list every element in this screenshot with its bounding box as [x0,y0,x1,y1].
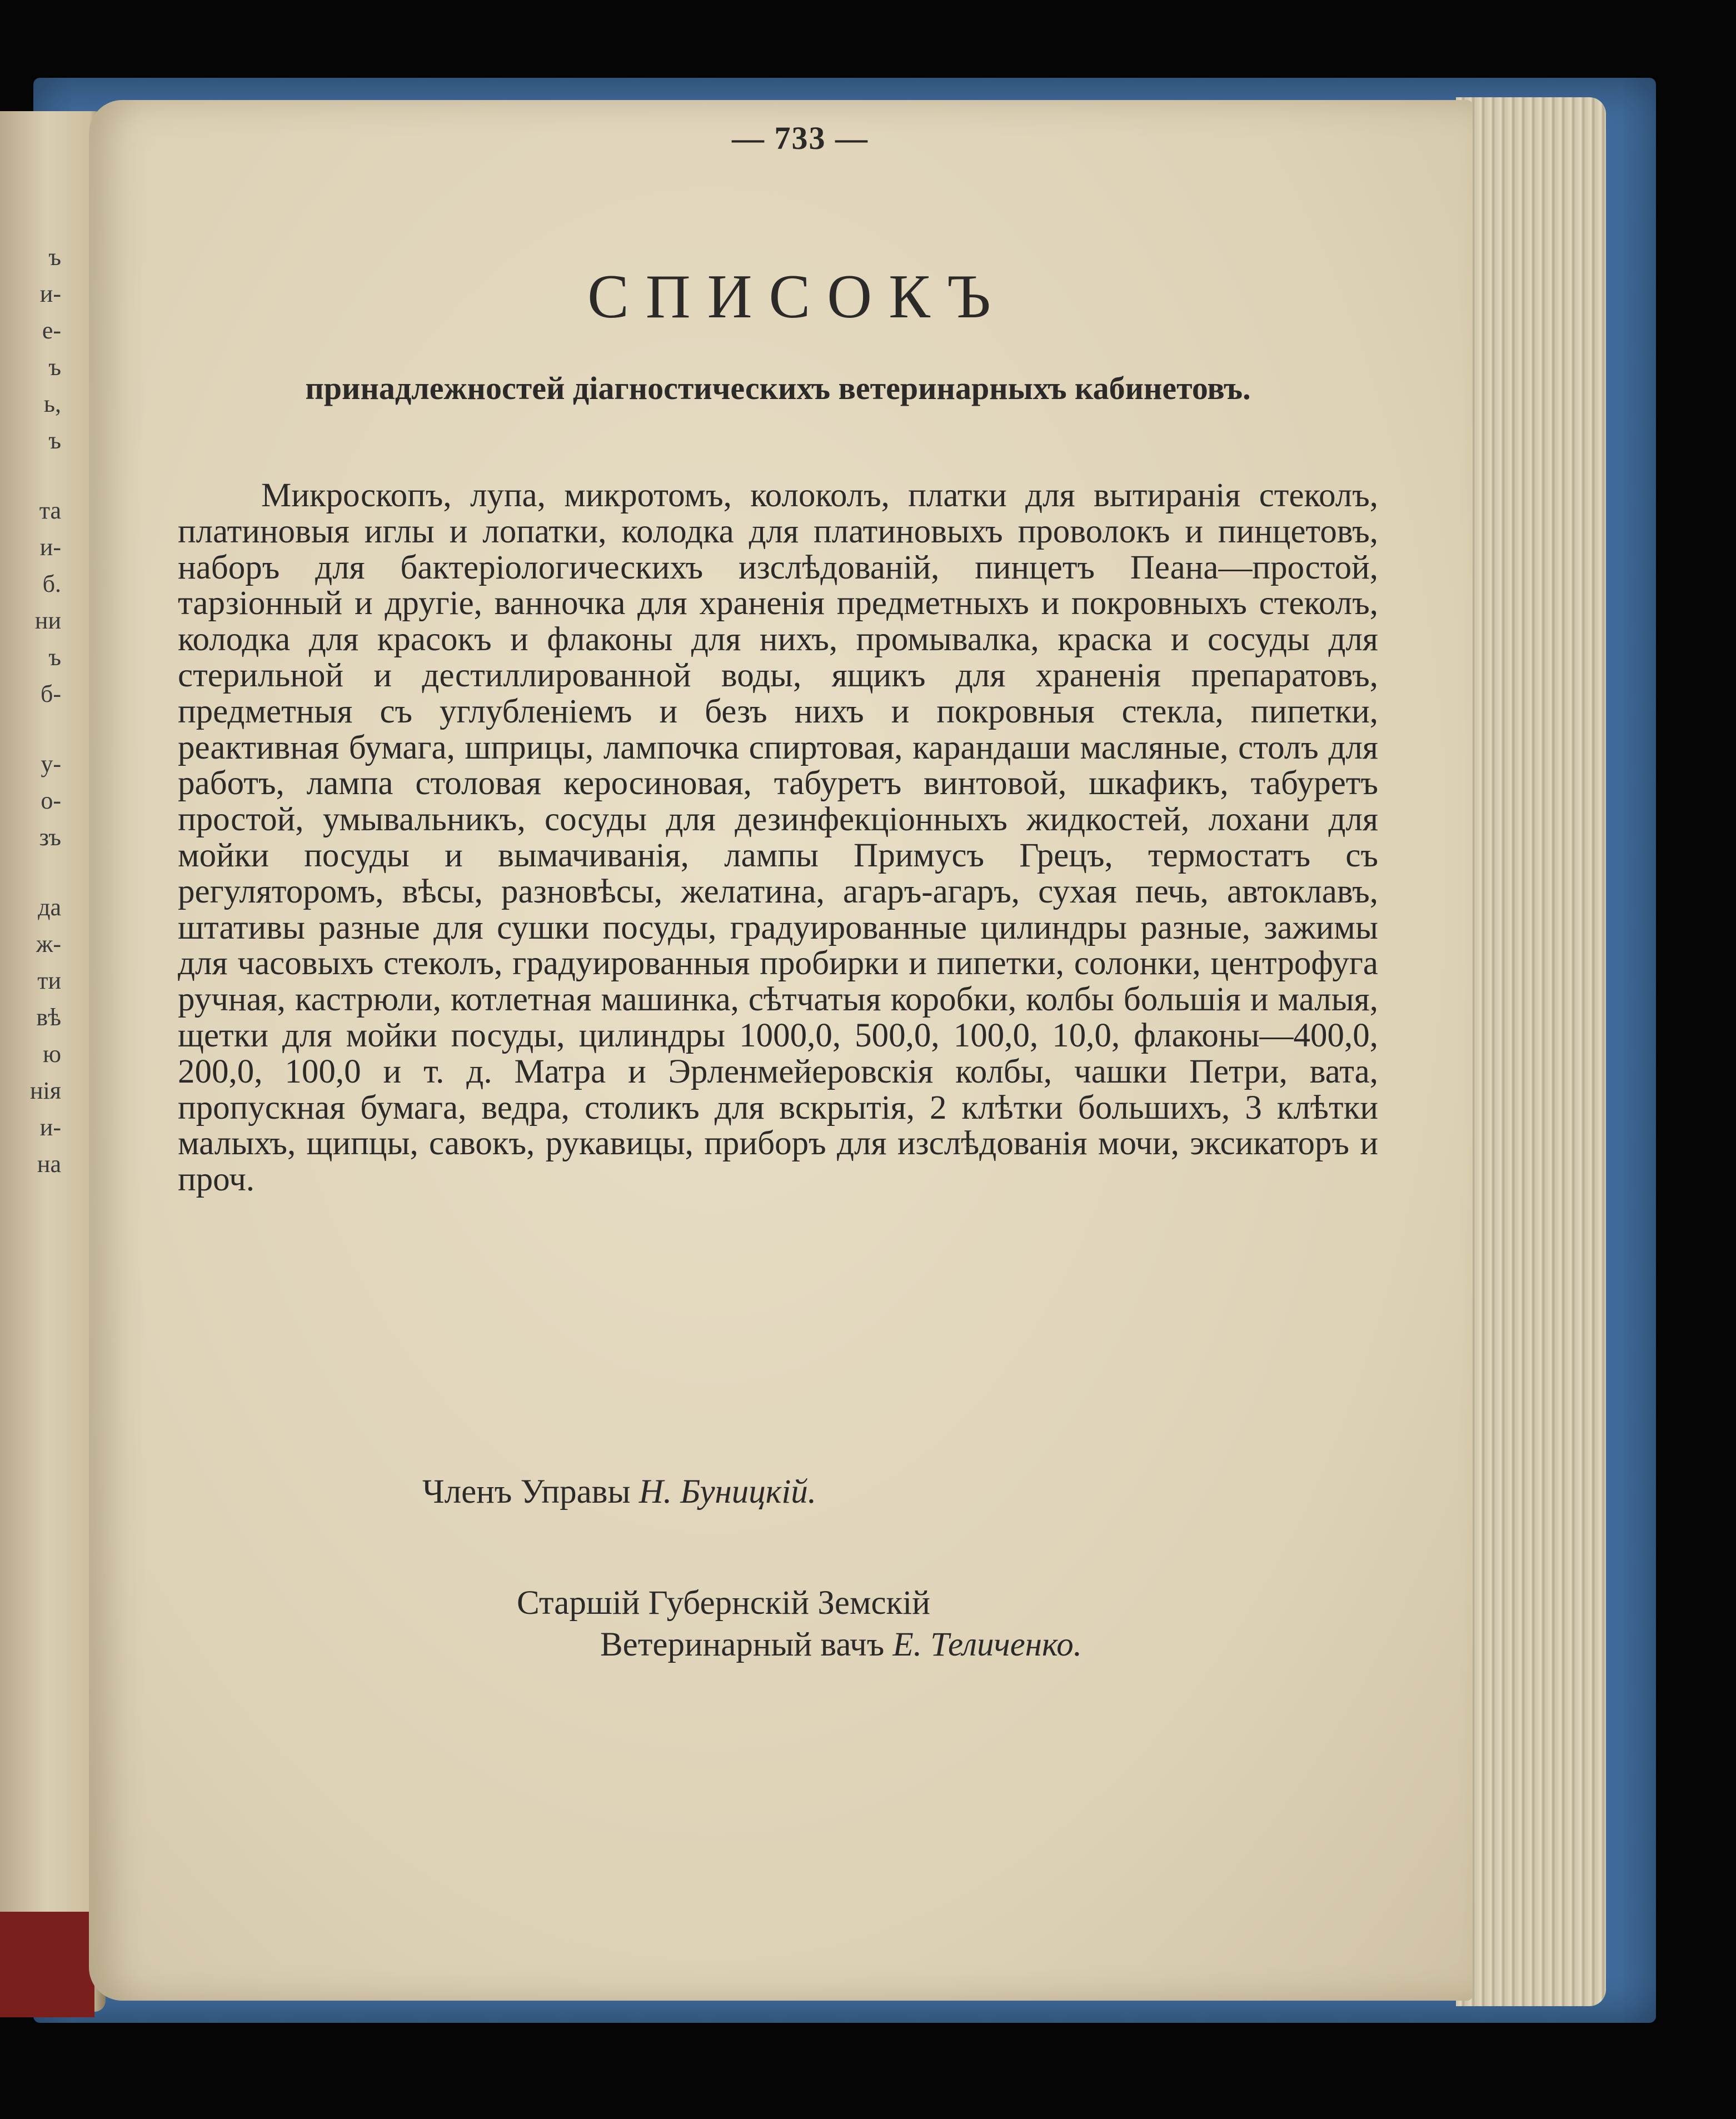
signature-name: Е. Теличенко. [892,1626,1082,1663]
signature-veterinarian-line-1 [517,1584,1295,1623]
signature-veterinarian-line-2 [600,1626,1378,1664]
margin-fragment: ъ [48,644,61,671]
margin-fragment: ъ [48,353,61,381]
book-page [89,100,1473,2001]
margin-fragment: ъ [48,243,61,271]
margin-fragment: ю [43,1040,61,1068]
margin-fragment: на [37,1150,61,1178]
margin-fragment: ти [37,967,61,994]
margin-fragment: у- [41,750,61,777]
signature-role: Ветеринарный вачъ [600,1626,885,1663]
signature-role: Членъ Управы [422,1473,631,1510]
margin-fragment: вѣ [36,1004,61,1031]
margin-fragment: ь, [43,390,61,417]
margin-fragment: б- [40,680,61,707]
previous-page-fragments [0,239,61,1183]
margin-fragment: и- [39,280,61,307]
margin-fragment: зъ [39,824,61,851]
signature-role: Старшій Губернскій Земскій [517,1584,930,1622]
body-paragraph: Микроскопъ, лупа, микротомъ, колоколъ, платки для вытиранія стеколъ, платиновыя иглы и лопатки, колодка для платиновыхъ проволокъ и пинцетовъ, наборъ для бактеріологическихъ изслѣдованій, пинцетъ Пеана—простой, тарзіонный и другіе, ванночка для храненія предметныхъ и покровныхъ стеколъ, колодка для красокъ и флаконы для нихъ, промывалка, краска и сосуды для стерильной и дестиллированной воды, ящикъ для храненія препаратовъ, предметныя съ углубленіемъ и безъ нихъ и покровныя стекла, пипетки, реактивная бумага, шприцы, лампочка спиртовая, карандаши масляные, столъ для работъ, лампа столовая керосиновая, табуретъ винтовой, шкафикъ, табуретъ простой, умывальникъ, сосуды для дезинфекціонныхъ жидкостей, лохани для мойки посуды и вымачиванія, лампы Примусъ Грецъ, термостатъ съ регуляторомъ, вѣсы, разновѣсы, желатина, агаръ-агаръ, сухая печь, автоклавъ, штативы разные для сушки посуды, градуированные цилиндры разные, зажимы для часовыхъ стеколъ, градуированныя пробирки и пипетки, солонки, центрофуга ручная, кастрюли, котлетная машинка, сѣтчатыя коробки, колбы большія и малыя, щетки для мойки посуды, цилиндры 1000,0, 500,0, 100,0, 10,0, флаконы—400,0, 200,0, 100,0 и т. д. Матра и Эрленмейеровскія колбы, чашки Петри, вата, пропускная бумага, ведра, столикъ для вскрытія, 2 клѣтки большихъ, 3 клѣтки малыхъ, щипцы, савокъ, рукавицы, приборъ для изслѣдованія мочи, эксикаторъ и проч. [178,477,1378,1199]
page-title: СПИСОКЪ [587,262,1007,331]
signature-board-member [422,1473,1145,1512]
margin-fragment: е- [42,317,61,344]
margin-fragment [0,712,61,746]
margin-fragment: б. [42,570,61,597]
page-number: — 733 — [732,120,869,156]
margin-fragment: ъ [48,427,61,454]
page-subtitle: принадлежностей діагностическихъ ветеринарныхъ кабинетовъ. [305,370,1251,406]
margin-fragment: та [39,497,61,524]
margin-fragment: да [38,894,61,921]
margin-fragment: нія [29,1077,61,1104]
margin-fragment [0,856,61,889]
binding-ribbon [0,1912,94,2017]
signature-name: Н. Буницкій. [638,1473,817,1510]
margin-fragment: ни [34,607,61,634]
margin-fragment: и- [39,534,61,561]
margin-fragment [0,459,61,492]
margin-fragment: о- [41,787,61,814]
page-stack-edge [1456,97,1606,2006]
margin-fragment: ж- [36,930,61,958]
margin-fragment: и- [39,1114,61,1141]
